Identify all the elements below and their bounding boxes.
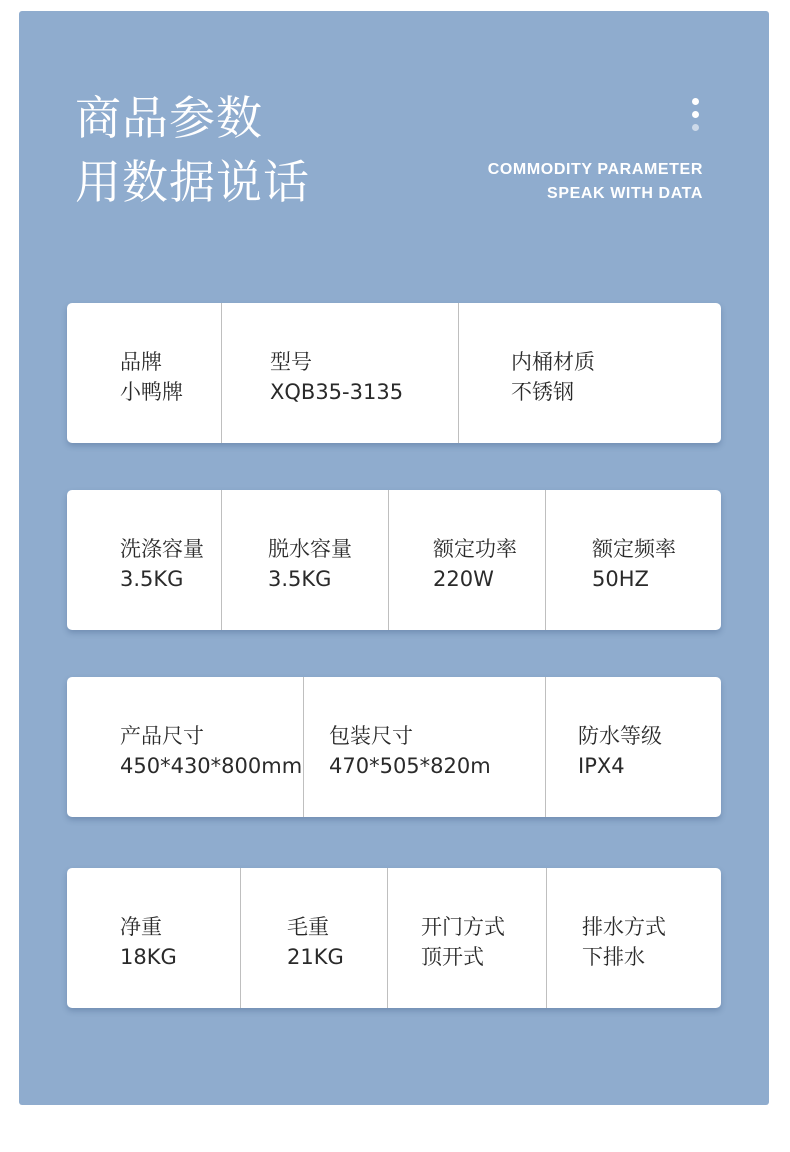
spec-value: 不锈钢 (511, 380, 574, 404)
spec-value: 470*505*820m (329, 754, 491, 778)
spec-cell-gross-weight (287, 912, 344, 972)
spec-label: 脱水容量 (268, 537, 352, 561)
column-divider (388, 490, 389, 630)
column-divider (303, 677, 304, 817)
spec-label: 洗涤容量 (120, 537, 204, 561)
spec-card-weight (67, 868, 721, 1008)
parameter-panel (19, 11, 769, 1105)
spec-value: 3.5KG (120, 567, 184, 591)
spec-label: 毛重 (287, 915, 329, 939)
dot (692, 124, 699, 131)
column-divider (545, 490, 546, 630)
spec-cell-product-size (120, 721, 302, 781)
column-divider (545, 677, 546, 817)
spec-value: 18KG (120, 945, 177, 969)
spec-cell-spin-capacity (268, 534, 352, 594)
spec-value: 3.5KG (268, 567, 332, 591)
spec-label: 额定功率 (433, 537, 517, 561)
spec-cell-rated-power (433, 534, 517, 594)
column-divider (546, 868, 547, 1008)
dot (692, 98, 699, 105)
column-divider (240, 868, 241, 1008)
subtitle-line-1: COMMODITY PARAMETER (487, 161, 703, 178)
spec-cell-drum-material (511, 347, 595, 407)
vertical-dots-icon (692, 98, 700, 137)
spec-cell-drain-type (582, 912, 666, 972)
spec-label: 内桶材质 (511, 350, 595, 374)
spec-cell-waterproof-rating (578, 721, 662, 781)
dot (692, 111, 699, 118)
spec-value: 21KG (287, 945, 344, 969)
column-divider (221, 303, 222, 443)
column-divider (387, 868, 388, 1008)
spec-value: 小鸭牌 (120, 380, 183, 404)
page-title-line-2: 用数据说话 (75, 155, 310, 209)
spec-cell-brand (120, 347, 183, 407)
spec-card-dimensions (67, 677, 721, 817)
spec-value: 下排水 (582, 945, 645, 969)
spec-cell-package-size (329, 721, 491, 781)
spec-label: 包装尺寸 (329, 724, 413, 748)
column-divider (221, 490, 222, 630)
spec-label: 净重 (120, 915, 162, 939)
spec-card-basic (67, 303, 721, 443)
spec-cell-wash-capacity (120, 534, 204, 594)
spec-label: 开门方式 (421, 915, 505, 939)
spec-value: IPX4 (578, 754, 625, 778)
page-title-line-1: 商品参数 (75, 91, 263, 145)
spec-label: 额定频率 (592, 537, 676, 561)
spec-label: 产品尺寸 (120, 724, 204, 748)
spec-cell-net-weight (120, 912, 177, 972)
spec-value: XQB35-3135 (270, 380, 404, 404)
spec-cell-rated-frequency (592, 534, 676, 594)
spec-value: 顶开式 (421, 945, 484, 969)
spec-cell-door-type (421, 912, 505, 972)
spec-value: 450*430*800mm (120, 754, 303, 778)
column-divider (458, 303, 459, 443)
spec-card-capacity (67, 490, 721, 630)
spec-label: 型号 (270, 350, 312, 374)
spec-value: 220W (433, 567, 494, 591)
spec-label: 排水方式 (582, 915, 666, 939)
spec-label: 品牌 (120, 350, 162, 374)
subtitle-line-2: SPEAK WITH DATA (547, 185, 703, 202)
spec-label: 防水等级 (578, 724, 662, 748)
spec-cell-model (270, 347, 403, 407)
spec-value: 50HZ (592, 567, 649, 591)
